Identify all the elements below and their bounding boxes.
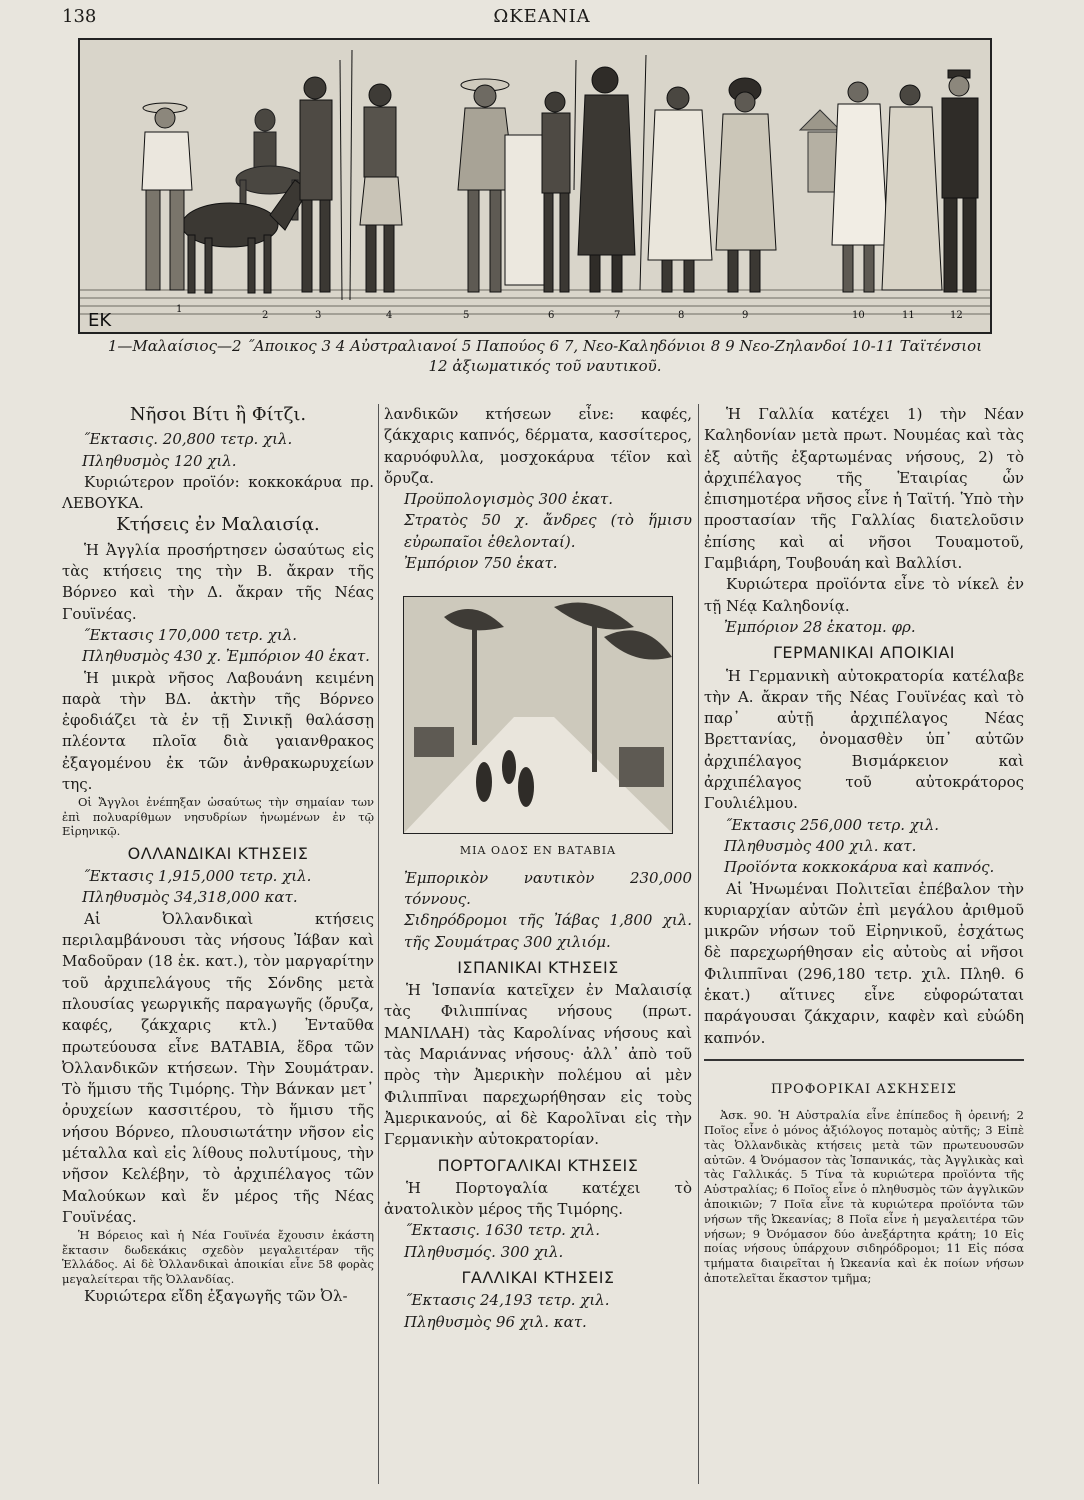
german-products: Προϊόντα κοκκοκάρυα καὶ καπνός. xyxy=(724,858,995,877)
figure-number: 6 xyxy=(548,310,555,321)
peoples-engraving xyxy=(78,38,992,334)
caption-line-2: 12 ἀξιωματικός τοῦ ναυτικοῦ. xyxy=(428,357,662,375)
german-paragraph: Ἡ Γερμανικὴ αὐτοκρατορία κατέλαβε τὴν Α. ἄκραν τῆς Νέας Γουϊνέας καὶ τὸ παρ᾽ αὐτῇ ἀρχιπέλαγος Νέας Βρεττανίας, ὀνομασθὲν ὑπ᾽ αὐτῶν ἀρχιπέλαγος Βισμάρκειον καὶ ἀρχιπέλαγος τοῦ αὐτοκράτορος Γουλιέλμου. xyxy=(704,666,1024,813)
french-product: Κυριώτερα προϊόντα εἶνε τὸ νίκελ ἐν τῇ Νέᾳ Καληδονίᾳ. xyxy=(704,575,1024,615)
merchant-navy: Ἐμπορικὸν ναυτικὸν 230,000 τόννους. xyxy=(404,868,692,908)
figure-number: 1 xyxy=(176,304,183,315)
fiji-population: Πληθυσμὸς 120 χιλ. xyxy=(82,451,237,470)
german-area: ˝Εκτασις 256,000 τετρ. χιλ. xyxy=(724,815,940,834)
portuguese-area: ˝Εκτασις. 1630 τετρ. χιλ. xyxy=(404,1221,600,1240)
section-heading-dutch: ΟΛΛΑΝΔΙΚΑΙ ΚΤΗΣΕΙΣ xyxy=(127,843,309,863)
fiji-product: Κυριώτερον προϊόν: κοκκοκάρυα πρ. ΛΕΒΟΥΚΑ. xyxy=(62,472,374,513)
french-paragraph: Ἡ Γαλλία κατέχει 1) τὴν Νέαν Καληδονίαν μετὰ πρωτ. Νουμέας καὶ τὰς ἐξ αὐτῆς ἐξαρτωμένας νήσους, 2) τὸ ἀρχιπέλαγος τῆς Ἑταιρίας ὧν ἐπισημοτέρα νῆσος εἶνε ἡ Ταϊτή. Ὑπὸ τὴν προστασίαν τῆς Γαλλίας διατελοῦσιν ἐπίσης καὶ αἱ νῆσοι Τουαμοτοῦ, Γαμβιάρη, Τουβουάη καὶ Βαλλίσι. xyxy=(704,405,1024,573)
figure-number: 5 xyxy=(463,310,470,321)
dutch-population: Πληθυσμὸς 34,318,000 κατ. xyxy=(82,888,298,907)
section-heading-german: ΓΕΡΜΑΝΙΚΑΙ ΑΠΟΙΚΙΑΙ xyxy=(772,643,955,663)
spanish-paragraph: Ἡ Ἱσπανία κατεῖχεν ἐν Μαλαισίᾳ τὰς Φιλιππίνας νήσους (πρωτ. ΜΑΝΙΛΑΗ) τὰς Καρολίνας νήσους καὶ τὰς Μαριάννας νήσους· ἀλλ᾽ ἀπὸ τοῦ πρὸς τὴν Ἀμερικὴν πολέμου αἱ μὲν Φιλιππῖναι παρεχωρήθησαν εἰς τοὺς Ἀμερικανούς, αἱ δὲ Καρολῖναι εἰς τὴν Γερμανικὴν αὐτοκρατορίαν. xyxy=(384,981,692,1149)
figure-number: 3 xyxy=(315,310,322,321)
figure-number: 2 xyxy=(262,310,269,321)
column-3 xyxy=(704,404,1024,1286)
figure-number: 8 xyxy=(678,310,685,321)
fiji-area: ˝Εκτασις. 20,800 τετρ. χιλ. xyxy=(82,430,293,449)
figure-number: 9 xyxy=(742,310,749,321)
french-population: Πληθυσμὸς 96 χιλ. κατ. xyxy=(404,1312,587,1331)
figure-number: 10 xyxy=(852,310,865,321)
figure-number: 4 xyxy=(386,310,393,321)
malaysia-population: Πληθυσμὸς 430 χ. Ἐμπόριον 40 ἑκατ. xyxy=(82,647,370,666)
column-2 xyxy=(384,404,692,1333)
dutch-note: Ἡ Βόρειος καὶ ἡ Νέα Γουϊνέα ἔχουσιν ἑκάστη ἔκτασιν δωδεκάκις σχεδὸν μεγαλειτέραν τῆς Ἑλλάδος. Αἱ δὲ Ὀλλανδικαὶ ἀποικίαι εἶνε 58 φορὰς μεγαλείτεραι τῆς Ὀλλανδίας. xyxy=(62,1228,374,1286)
exercises-title: ΠΡΟΦΟΡΙΚΑΙ ΑΣΚΗΣΕΙΣ xyxy=(771,1081,957,1097)
french-trade: Ἐμπόριον 28 ἑκατομ. φρ. xyxy=(724,617,916,636)
section-heading-spanish: ΙΣΠΑΝΙΚΑΙ ΚΤΗΣΕΙΣ xyxy=(457,957,619,977)
caption-line-1: 1—Μαλαίσιος—2 ˝Αποικος 3 4 Αὐστραλιανοί 5 Παπούος 6 7, Νεο-Καληδόνιοι 8 9 Νεο-Ζηλανδοί 10-11 Ταϊτένσιοι xyxy=(107,337,983,355)
malaysia-paragraph: Ἡ Ἀγγλία προσήρτησεν ὡσαύτως εἰς τὰς κτήσεις της τὴν Β. ἄκραν τῆς Βόρνεο καὶ τὴν Δ. ἄκραν τῆς Νέας Γουϊνέας. xyxy=(62,540,374,623)
section-title-malaysia: Κτήσεις ἐν Μαλαισίᾳ. xyxy=(116,514,320,536)
dutch-trade: Ἐμπόριον 750 ἑκατ. xyxy=(404,554,558,573)
batavia-caption: ΜΙΑ ΟΔΟΣ ΕΝ ΒΑΤΑΒΙΑ xyxy=(459,844,617,858)
running-title: ΩΚΕΑΝΙΑ xyxy=(493,6,591,27)
german-population: Πληθυσμὸς 400 χιλ. κατ. xyxy=(724,836,917,855)
section-divider xyxy=(704,1059,1024,1061)
figure-number: 11 xyxy=(902,310,915,321)
pacific-note: Οἱ Ἄγγλοι ἐνέπηξαν ὡσαύτως τὴν σημαίαν των ἐπὶ πολυαρίθμων νησυδρίων ἡνωμένων ἐν τῷ Εἰρηνικῷ. xyxy=(62,795,374,839)
column-rule xyxy=(378,404,379,1484)
french-area: ˝Εκτασις 24,193 τετρ. χιλ. xyxy=(404,1291,610,1310)
page-number: 138 xyxy=(62,6,97,27)
portuguese-population: Πληθυσμός. 300 χιλ. xyxy=(404,1242,564,1261)
malaysia-area: ˝Εκτασις 170,000 τετρ. χιλ. xyxy=(82,625,298,644)
batavia-street-image xyxy=(403,596,673,834)
dutch-area: ˝Εκτασις 1,915,000 τετρ. χιλ. xyxy=(82,867,312,886)
engraving-svg xyxy=(80,40,990,332)
section-heading-portuguese: ΠΟΡΤΟΓΑΛΙΚΑΙ ΚΤΗΣΕΙΣ xyxy=(437,1155,639,1175)
engraving-monogram: EK xyxy=(88,310,112,331)
portuguese-paragraph: Ἡ Πορτογαλία κατέχει τὸ ἀνατολικὸν μέρος τῆς Τιμόρης. xyxy=(384,1178,692,1219)
dutch-budget: Προϋπολογισμὸς 300 ἑκατ. xyxy=(404,490,613,509)
labuan-paragraph: Ἡ μικρὰ νῆσος Λαβουάνη κειμένη παρὰ τὴν ΒΔ. ἀκτὴν τῆς Βόρνεο ἐφοδιάζει τὰ ἐν τῇ Σινικῇ θαλάσσῃ πλέοντα πλοῖα διὰ γαιανθρακος ἐξαγομένου ἐκ τῶν ἀνθρακωρυχείων της. xyxy=(62,668,374,794)
section-title-fiji: Νῆσοι Βίτι ἢ Φίτζι. xyxy=(129,404,307,425)
us-paragraph: Αἱ Ἡνωμέναι Πολιτεῖαι ἐπέβαλον τὴν κυριαρχίαν αὐτῶν ἐπὶ μεγάλου ἀριθμοῦ μικρῶν νήσων τοῦ Εἰρηνικοῦ, ἐσχάτως δὲ παρεχωρήθησαν εἰς αὐτοὺς αἱ νῆσοι Φιλιππῖναι (296,180 τετρ. χιλ. Πληθ. 6 ἑκατ.) αἵτινες εἶνε εὐφορώταται παράγουσαι ζάκχαριν, καφὲν καὶ εὐώδη καπνόν. xyxy=(704,879,1024,1047)
figure-number: 7 xyxy=(614,310,621,321)
engraving-caption xyxy=(60,336,1030,376)
exercises-text: Ἀσκ. 90. Ἡ Αὐστραλία εἶνε ἐπίπεδος ἢ ὀρεινή; 2 Ποῖος εἶνε ὁ μόνος ἀξιόλογος ποταμὸς αὐτῆς; 3 Εἰπὲ τὰς Ὀλλανδικὰς κτήσεις μετὰ τῶν πρωτευουσῶν αὐτῶν. 4 Ὀνόμασον τὰς Ἱσπανικάς, τὰς Ἀγγλικὰς καὶ τὰς Γαλλικάς. 5 Τίνα τὰ κυριώτερα προϊόντα τῆς Αὐστραλίας; 6 Ποῖος εἶνε ὁ πληθυσμὸς τῶν ἀγγλικῶν ἀποικιῶν; 7 Ποῖα εἶνε τὰ κυριώτερα προϊόντα τῶν νήσων τῆς Ὠκεανίας; 8 Ποῖα εἶνε ἡ μεγαλειτέρα τῶν νήσων; 9 Ὀνόμασον δύο ἀνεξάρτητα κράτη; 10 Εἰς ποίας νήσους ὑπάρχουν σιδηρόδρομοι; 11 Εἰς πόσα τμήματα διαιρεῖται ἡ Ὠκεανία καὶ ἐκ ποίων νήσων ἀποτελεῖται ἕκαστον τμῆμα; xyxy=(704,1108,1024,1285)
railways: Σιδηρόδρομοι τῆς Ἰάβας 1,800 χιλ. τῆς Σουμάτρας 300 χιλιόμ. xyxy=(404,911,692,951)
section-heading-french: ΓΑΛΛΙΚΑΙ ΚΤΗΣΕΙΣ xyxy=(461,1268,615,1288)
batavia-street-svg xyxy=(404,597,672,833)
dutch-exports-continued: λανδικῶν κτήσεων εἶνε: καφές, ζάκχαρις καπνός, δέρματα, κασσίτερος, καρυόφυλλα, μοσχοκάρυα τέϊον καὶ ὄρυζα. xyxy=(384,405,692,487)
column-1 xyxy=(62,404,374,1307)
dutch-paragraph: Αἱ Ὀλλανδικαὶ κτήσεις περιλαμβάνουσι τὰς νήσους Ἰάβαν καὶ Μαδοῦραν (18 ἑκ. κατ.), τὸν μαργαρίτην τοῦ ἀρχιπελάγους τῆς Σόνδης μετὰ πλουσίας γεωργικῆς παραγωγῆς (ὄρυζα, καφές, ζάκχαρις κτλ.) Ἐνταῦθα πρωτεύουσα εἶνε ΒΑΤΑΒΙΑ, ἕδρα τῶν Ὀλλανδικῶν κτήσεων. Τὴν Σουμάτραν. Τὸ ἥμισυ τῆς Τιμόρης. Τὴν Βάνκαν μετ᾽ ὀρυχείων κασσιτέρου, τὸ ἥμισυ τῆς νήσου Βόρνεο, πλουσιωτάτην νῆσον εἰς μέταλλα καὶ εἰς λίθους πολυτίμους, τὴν νῆσον Κελέβην, τὸ ἀρχιπέλαγος τῶν Μαλούκων καὶ ἕν μέρος τῆς Νέας Γουϊνέας. xyxy=(62,909,374,1226)
dutch-army: Στρατὸς 50 χ. ἄνδρες (τὸ ἥμισυ εὐρωπαῖοι ἐθελονταί). xyxy=(404,511,692,551)
dutch-exports: Κυριώτερα εἴδη ἐξαγωγῆς τῶν Ὀλ- xyxy=(84,1287,348,1306)
column-rule xyxy=(698,404,699,1484)
figure-number: 12 xyxy=(950,310,963,321)
